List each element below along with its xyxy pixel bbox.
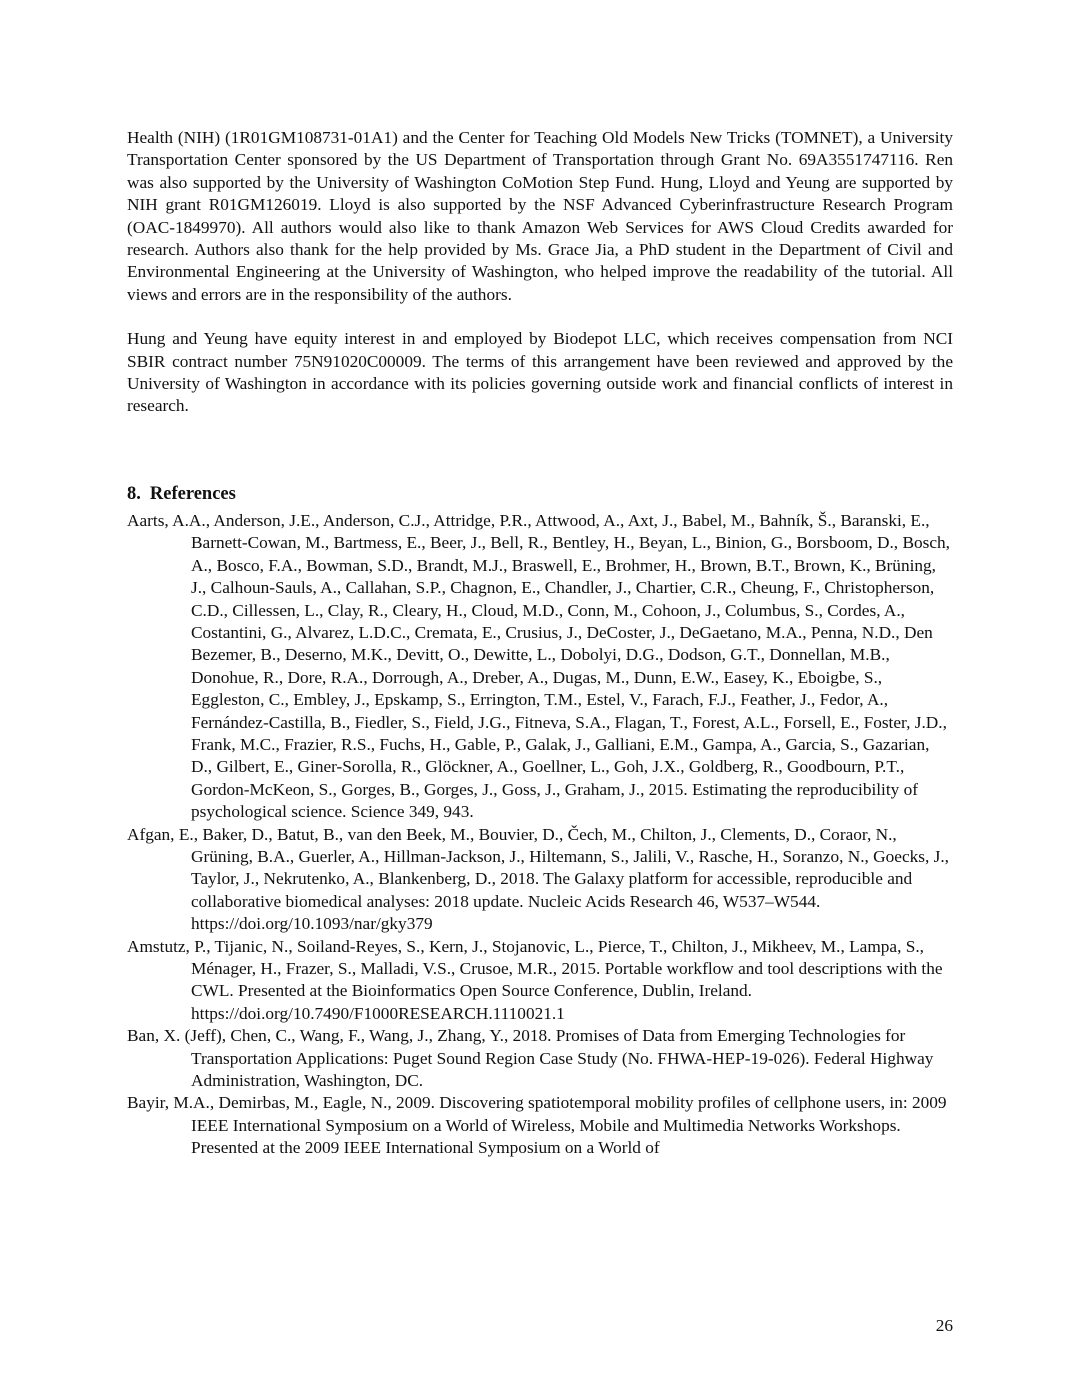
- reference-entry: Bayir, M.A., Demirbas, M., Eagle, N., 2009. Discovering spatiotemporal mobility profiles of cellphone users, in: 2009 IEEE International Symposium on a World of Wireless, Mobile and Multimedia Networks Workshops. Presented at the 2009 IEEE International Symposium on a World of: [127, 1093, 947, 1158]
- section-spacer: [127, 418, 953, 482]
- page-body: [127, 127, 953, 1160]
- section-number: 8.: [127, 483, 141, 504]
- reference-entry: Amstutz, P., Tijanic, N., Soiland-Reyes, S., Kern, J., Stojanovic, L., Pierce, T., Chilton, J., Mikheev, M., Lampa, S., Ménager, H., Frazer, S., Malladi, V.S., Crusoe, M.R., 2015. Portable workflow and tool descriptions with the CWL. Presented at the Bioinformatics Open Source Conference, Dublin, Ireland. https://doi.org/10.7490/F1000RESEARCH.1110021.1: [127, 936, 943, 1023]
- page-number: 26: [935, 1316, 953, 1335]
- references-heading: [127, 482, 953, 506]
- reference-entry: Afgan, E., Baker, D., Batut, B., van den Beek, M., Bouvier, D., Čech, M., Chilton, J., Clements, D., Coraor, N., Grüning, B.A., Guerler, A., Hillman-Jackson, J., Hiltemann, S., Jalili, V., Rasche, H., Soranzo, N., Goecks, J., Taylor, J., Nekrutenko, A., Blankenberg, D., 2018. The Galaxy platform for accessible, reproducible and collaborative biomedical analyses: 2018 update. Nucleic Acids Research 46, W537–W544. https://doi.org/10.1093/nar/gky379: [127, 824, 949, 934]
- reference-entry: Aarts, A.A., Anderson, J.E., Anderson, C.J., Attridge, P.R., Attwood, A., Axt, J., Babel, M., Bahník, Š., Baranski, E., Barnett-Cowan, M., Bartmess, E., Beer, J., Bell, R., Bentley, H., Beyan, L., Binion, G., Borsboom, D., Bosch, A., Bosco, F.A., Bowman, S.D., Brandt, M.J., Braswell, E., Brohmer, H., Brown, B.T., Brown, K., Brüning, J., Calhoun-Sauls, A., Callahan, S.P., Chagnon, E., Chandler, J., Chartier, C.R., Cheung, F., Christopherson, C.D., Cillessen, L., Clay, R., Cleary, H., Cloud, M.D., Conn, M., Cohoon, J., Columbus, S., Cordes, A., Costantini, G., Alvarez, L.D.C., Cremata, E., Crusius, J., DeCoster, J., DeGaetano, M.A., Penna, N.D., Den Bezemer, B., Deserno, M.K., Devitt, O., Dewitte, L., Dobolyi, D.G., Dodson, G.T., Donnellan, M.B., Donohue, R., Dore, R.A., Dorrough, A., Dreber, A., Dugas, M., Dunn, E.W., Easey, K., Eboigbe, S., Eggleston, C., Embley, J., Epskamp, S., Errington, T.M., Estel, V., Farach, F.J., Feather, J., Fedor, A., Fernández-Castilla, B., Fiedler, S., Field, J.G., Fitneva, S.A., Flagan, T., Forest, A.L., Forsell, E., Foster, J.D., Frank, M.C., Frazier, R.S., Fuchs, H., Gable, P., Galak, J., Galliani, E.M., Gampa, A., Garcia, S., Gazarian, D., Gilbert, E., Giner-Sorolla, R., Glöckner, A., Goellner, L., Goh, J.X., Goldberg, R., Goodbourn, P.T., Gordon-McKeon, S., Gorges, B., Gorges, J., Goss, J., Graham, J., 2015. Estimating the reproducibility of psychological science. Science 349, 943.: [127, 510, 950, 822]
- conflict-of-interest-paragraph: Hung and Yeung have equity interest in and employed by Biodepot LLC, which receives compensation from NCI SBIR contract number 75N91020C00009. The terms of this arrangement have been reviewed and approved by the University of Washington in accordance with its policies governing outside work and financial conflicts of interest in research.: [127, 329, 953, 416]
- reference-entry: Ban, X. (Jeff), Chen, C., Wang, F., Wang, J., Zhang, Y., 2018. Promises of Data from Emerging Technologies for Transportation Applications: Puget Sound Region Case Study (No. FHWA-HEP-19-026). Federal Highway Administration, Washington, DC.: [127, 1026, 934, 1091]
- paragraph-spacer: [127, 306, 953, 328]
- acknowledgment-paragraph: Health (NIH) (1R01GM108731-01A1) and the Center for Teaching Old Models New Tricks (TOMNET), a University Transportation Center sponsored by the US Department of Transportation through Grant No. 69A3551747116. Ren was also supported by the University of Washington CoMotion Step Fund. Hung, Lloyd and Yeung are supported by NIH grant R01GM126019. Lloyd is also supported by the NSF Advanced Cyberinfrastructure Research Program (OAC-1849970). All authors would also like to thank Amazon Web Services for AWS Cloud Credits awarded for research. Authors also thank for the help provided by Ms. Grace Jia, a PhD student in the Department of Civil and Environmental Engineering at the University of Washington, who helped improve the readability of the tutorial. All views and errors are in the responsibility of the authors.: [127, 128, 953, 304]
- section-title: References: [149, 483, 236, 504]
- reference-list: [127, 510, 953, 1160]
